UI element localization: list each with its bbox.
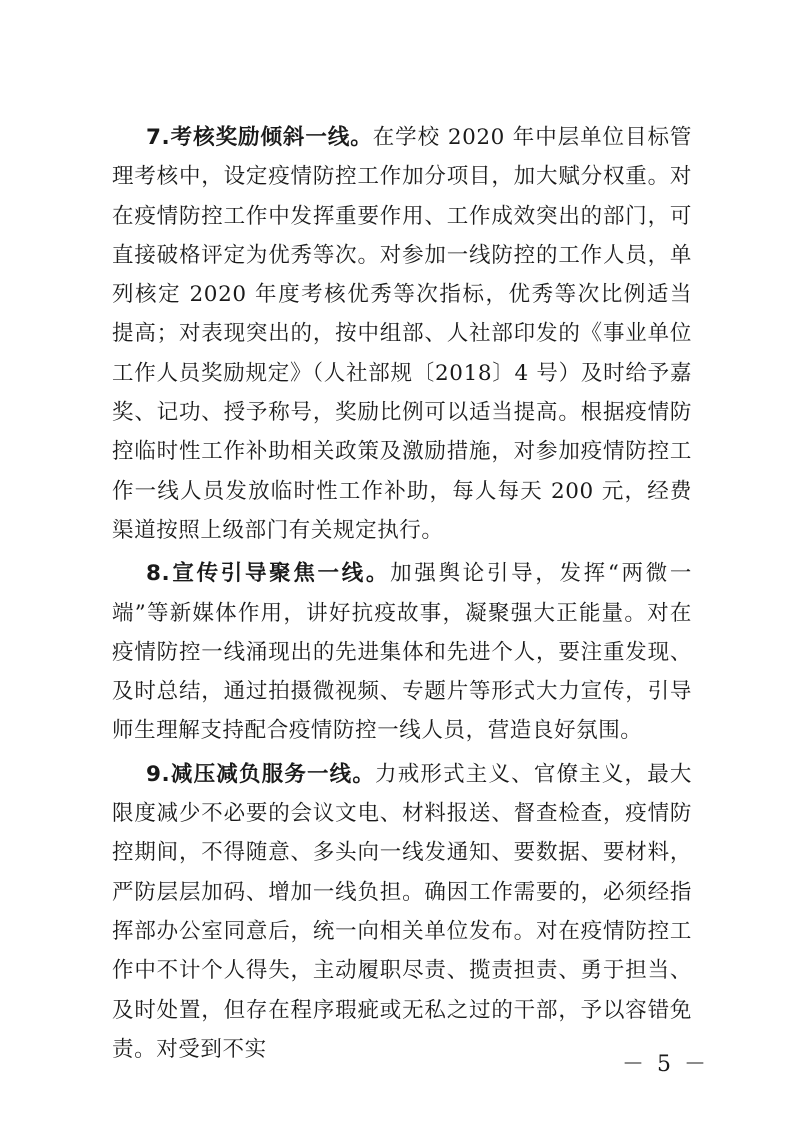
paragraph-9 — [112, 755, 692, 1069]
page-number: － 5 － — [622, 1052, 709, 1077]
paragraph-8 — [112, 554, 692, 750]
paragraph-7 — [112, 118, 692, 550]
paragraph-9-text: 力戒形式主义、官僚主义，最大限度减少不必要的会议文电、材料报送、督查检查，疫情防控期间，不得随意、多头向一线发通知、要数据、要材料，严防层层加码、增加一线负担。确因工作需要的，必须经指挥部办公室同意后，统一向相关单位发布。对在疫情防控工作中不计个人得失，主动履职尽责、揽责担责、勇于担当、及时处置，但存在程序瑕疵或无私之过的干部，予以容错免责。对受到不实 — [112, 761, 692, 1062]
paragraph-9-heading: 9.减压减负服务一线。 — [146, 761, 376, 787]
paragraph-7-heading: 7.考核奖励倾斜一线。 — [146, 125, 373, 150]
paragraph-8-text: 加强舆论引导，发挥“两微一端”等新媒体作用，讲好抗疫故事，凝聚强大正能量。对在疫情防控一线涌现出的先进集体和先进个人，要注重发现、及时总结，通过拍摄微视频、专题片等形式大力宣传，引导师生理解支持配合疫情防控一线人员，营造良好氛围。 — [112, 561, 692, 744]
paragraph-7-text: 在学校 2020 年中层单位目标管理考核中，设定疫情防控工作加分项目，加大赋分权重。对在疫情防控工作中发挥重要作用、工作成效突出的部门，可直接破格评定为优秀等次。对参加一线防控的工作人员，单列核定 2020 年度考核优秀等次指标，优秀等次比例适当提高；对表现突出的，按中组部、人社部印发的《事业单位工作人员奖励规定》（人社部规〔2018〕4 号）及时给予嘉奖、记功、授予称号，奖励比例可以适当提高。根据疫情防控临时性工作补助相关政策及激励措施，对参加疫情防控工作一线人员发放临时性工作补助，每人每天 200 元，经费渠道按照上级部门有关规定执行。 — [112, 125, 692, 543]
document-body — [112, 118, 692, 1073]
paragraph-8-heading: 8.宣传引导聚焦一线。 — [146, 561, 391, 587]
